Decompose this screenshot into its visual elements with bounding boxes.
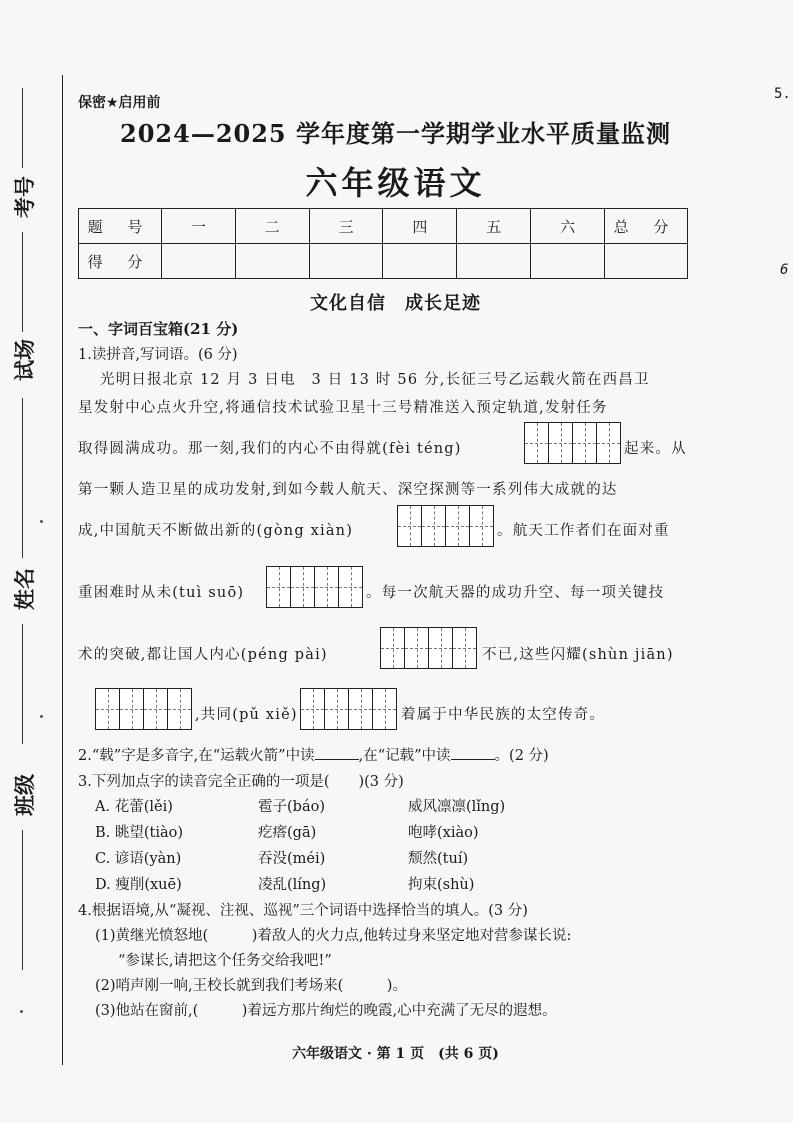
question-text: 2.“载”字是多音字,在“运载火箭”中读 bbox=[78, 748, 315, 764]
passage-line: 重困难时从未(tuì suō) bbox=[78, 585, 245, 601]
score-cell: 五 bbox=[457, 209, 531, 244]
fill-blank[interactable] bbox=[451, 745, 495, 760]
confidential-label: 保密★启用前 bbox=[78, 95, 161, 111]
option-b-word: 疙瘩(gā) bbox=[258, 825, 317, 841]
score-input-cell[interactable] bbox=[309, 244, 383, 279]
passage-line: 着属于中华民族的太空传奇。 bbox=[401, 707, 606, 723]
page-footer: 六年级语文 · 第 1 页 (共 6 页) bbox=[292, 1046, 499, 1062]
passage-line: 。每一次航天器的成功升空、每一项关键技 bbox=[366, 585, 665, 601]
option-d-word: 凌乱(líng) bbox=[258, 877, 327, 893]
question-stem: 3.下列加点字的读音完全正确的一项是( )(3 分) bbox=[78, 774, 404, 790]
option-d-word: 拘束(shù) bbox=[408, 877, 475, 893]
side-label-exam-number: 考号 bbox=[12, 176, 37, 218]
section-theme: 文化自信 成长足迹 bbox=[310, 293, 481, 314]
question-2 bbox=[78, 744, 549, 765]
binding-dot bbox=[40, 715, 43, 718]
score-table-header-row bbox=[79, 209, 688, 244]
answer-grid-gong-xian[interactable] bbox=[397, 505, 494, 547]
sentence-3: (3)他站在窗前,( )着远方那片绚烂的晚霞,心中充满了无尽的遐想。 bbox=[95, 1003, 557, 1019]
passage-line: 取得圆满成功。那一刻,我们的内心不由得就(fèi téng) bbox=[78, 441, 462, 457]
option-c[interactable]: C. 谚语(yàn) bbox=[95, 851, 182, 867]
score-input-cell[interactable] bbox=[383, 244, 457, 279]
sentence-2: (2)哨声刚一响,王校长就到我们考场来( )。 bbox=[95, 978, 407, 994]
side-label-class: 班级 bbox=[12, 774, 37, 816]
score-input-cell[interactable] bbox=[235, 244, 309, 279]
passage-line: 。航天工作者们在面对重 bbox=[497, 523, 670, 539]
answer-grid-peng-pai[interactable] bbox=[380, 627, 477, 669]
score-cell: 一 bbox=[162, 209, 236, 244]
score-input-cell[interactable] bbox=[605, 244, 688, 279]
score-cell: 四 bbox=[383, 209, 457, 244]
passage-line: 星发射中心点火升空,将通信技术试验卫星十三号精准送入预定轨道,发射任务 bbox=[78, 400, 608, 416]
question-text: ,在“记载”中读 bbox=[358, 748, 451, 764]
binding-dot bbox=[20, 1010, 23, 1013]
right-edge-number: 5. bbox=[774, 86, 791, 102]
score-table-score-row bbox=[79, 244, 688, 279]
answer-grid-pu-xie[interactable] bbox=[300, 688, 397, 730]
sentence-1-cont: “参谋长,请把这个任务交给我吧!” bbox=[118, 953, 332, 969]
side-line bbox=[22, 398, 23, 558]
side-line bbox=[22, 88, 23, 168]
question-stem: 1.读拼音,写词语。(6 分) bbox=[78, 347, 238, 363]
score-input-cell[interactable] bbox=[531, 244, 605, 279]
score-cell: 六 bbox=[531, 209, 605, 244]
answer-grid-fei-teng[interactable] bbox=[524, 422, 621, 464]
passage-line: 起来。从 bbox=[624, 441, 687, 457]
binding-dot bbox=[40, 520, 43, 523]
side-label-name: 姓名 bbox=[12, 568, 37, 610]
score-input-cell[interactable] bbox=[457, 244, 531, 279]
score-cell: 得 分 bbox=[79, 244, 162, 279]
answer-grid-tui-suo[interactable] bbox=[266, 566, 363, 608]
passage-line: 光明日报北京 12 月 3 日电 3 日 13 时 56 分,长征三号乙运载火箭在西昌卫 bbox=[100, 372, 650, 388]
sentence-1: (1)黄继光愤怒地( )着敌人的火力点,他转过身来坚定地对营参谋长说: bbox=[95, 928, 572, 944]
answer-grid-shun-jian[interactable] bbox=[95, 688, 192, 730]
option-a[interactable]: A. 花蕾(lěi) bbox=[95, 799, 173, 815]
question-text: 。(2 分) bbox=[494, 748, 549, 764]
score-input-cell[interactable] bbox=[162, 244, 236, 279]
option-b[interactable]: B. 眺望(tiào) bbox=[95, 825, 184, 841]
score-cell: 二 bbox=[235, 209, 309, 244]
question-stem: 4.根据语境,从“凝视、注视、巡视”三个词语中选择恰当的填人。(3 分) bbox=[78, 903, 528, 919]
option-c-word: 吞没(méi) bbox=[258, 851, 326, 867]
option-a-word: 雹子(báo) bbox=[258, 799, 325, 815]
passage-line: 第一颗人造卫星的成功发射,到如今载人航天、深空探测等一系列伟大成就的达 bbox=[78, 482, 618, 498]
option-a-word: 威风凛凛(lǐng) bbox=[408, 799, 506, 815]
fill-blank[interactable] bbox=[315, 745, 359, 760]
binding-line bbox=[62, 75, 63, 1065]
score-cell: 题 号 bbox=[79, 209, 162, 244]
passage-line: 不已,这些闪耀(shùn jiān) bbox=[482, 647, 674, 663]
side-line bbox=[22, 624, 23, 744]
passage-line: ,共同(pǔ xiě) bbox=[195, 707, 298, 723]
option-b-word: 咆哮(xiào) bbox=[408, 825, 479, 841]
score-cell: 总 分 bbox=[605, 209, 688, 244]
option-c-word: 颓然(tuí) bbox=[408, 851, 469, 867]
side-label-exam-room: 试场 bbox=[12, 339, 37, 381]
right-edge-number: 6 bbox=[780, 262, 789, 278]
passage-line: 成,中国航天不断做出新的(gòng xiàn) bbox=[78, 523, 354, 539]
score-table bbox=[78, 208, 688, 279]
score-cell: 三 bbox=[309, 209, 383, 244]
side-line bbox=[22, 830, 23, 970]
exam-title: 2024—2025 学年度第一学期学业水平质量监测 bbox=[120, 119, 671, 148]
option-d[interactable]: D. 瘦削(xuē) bbox=[95, 877, 182, 893]
side-line bbox=[22, 232, 23, 332]
passage-line: 术的突破,都让国人内心(péng pài) bbox=[78, 647, 328, 663]
subject-title: 六年级语文 bbox=[305, 164, 486, 202]
section-heading: 一、字词百宝箱(21 分) bbox=[78, 320, 239, 338]
